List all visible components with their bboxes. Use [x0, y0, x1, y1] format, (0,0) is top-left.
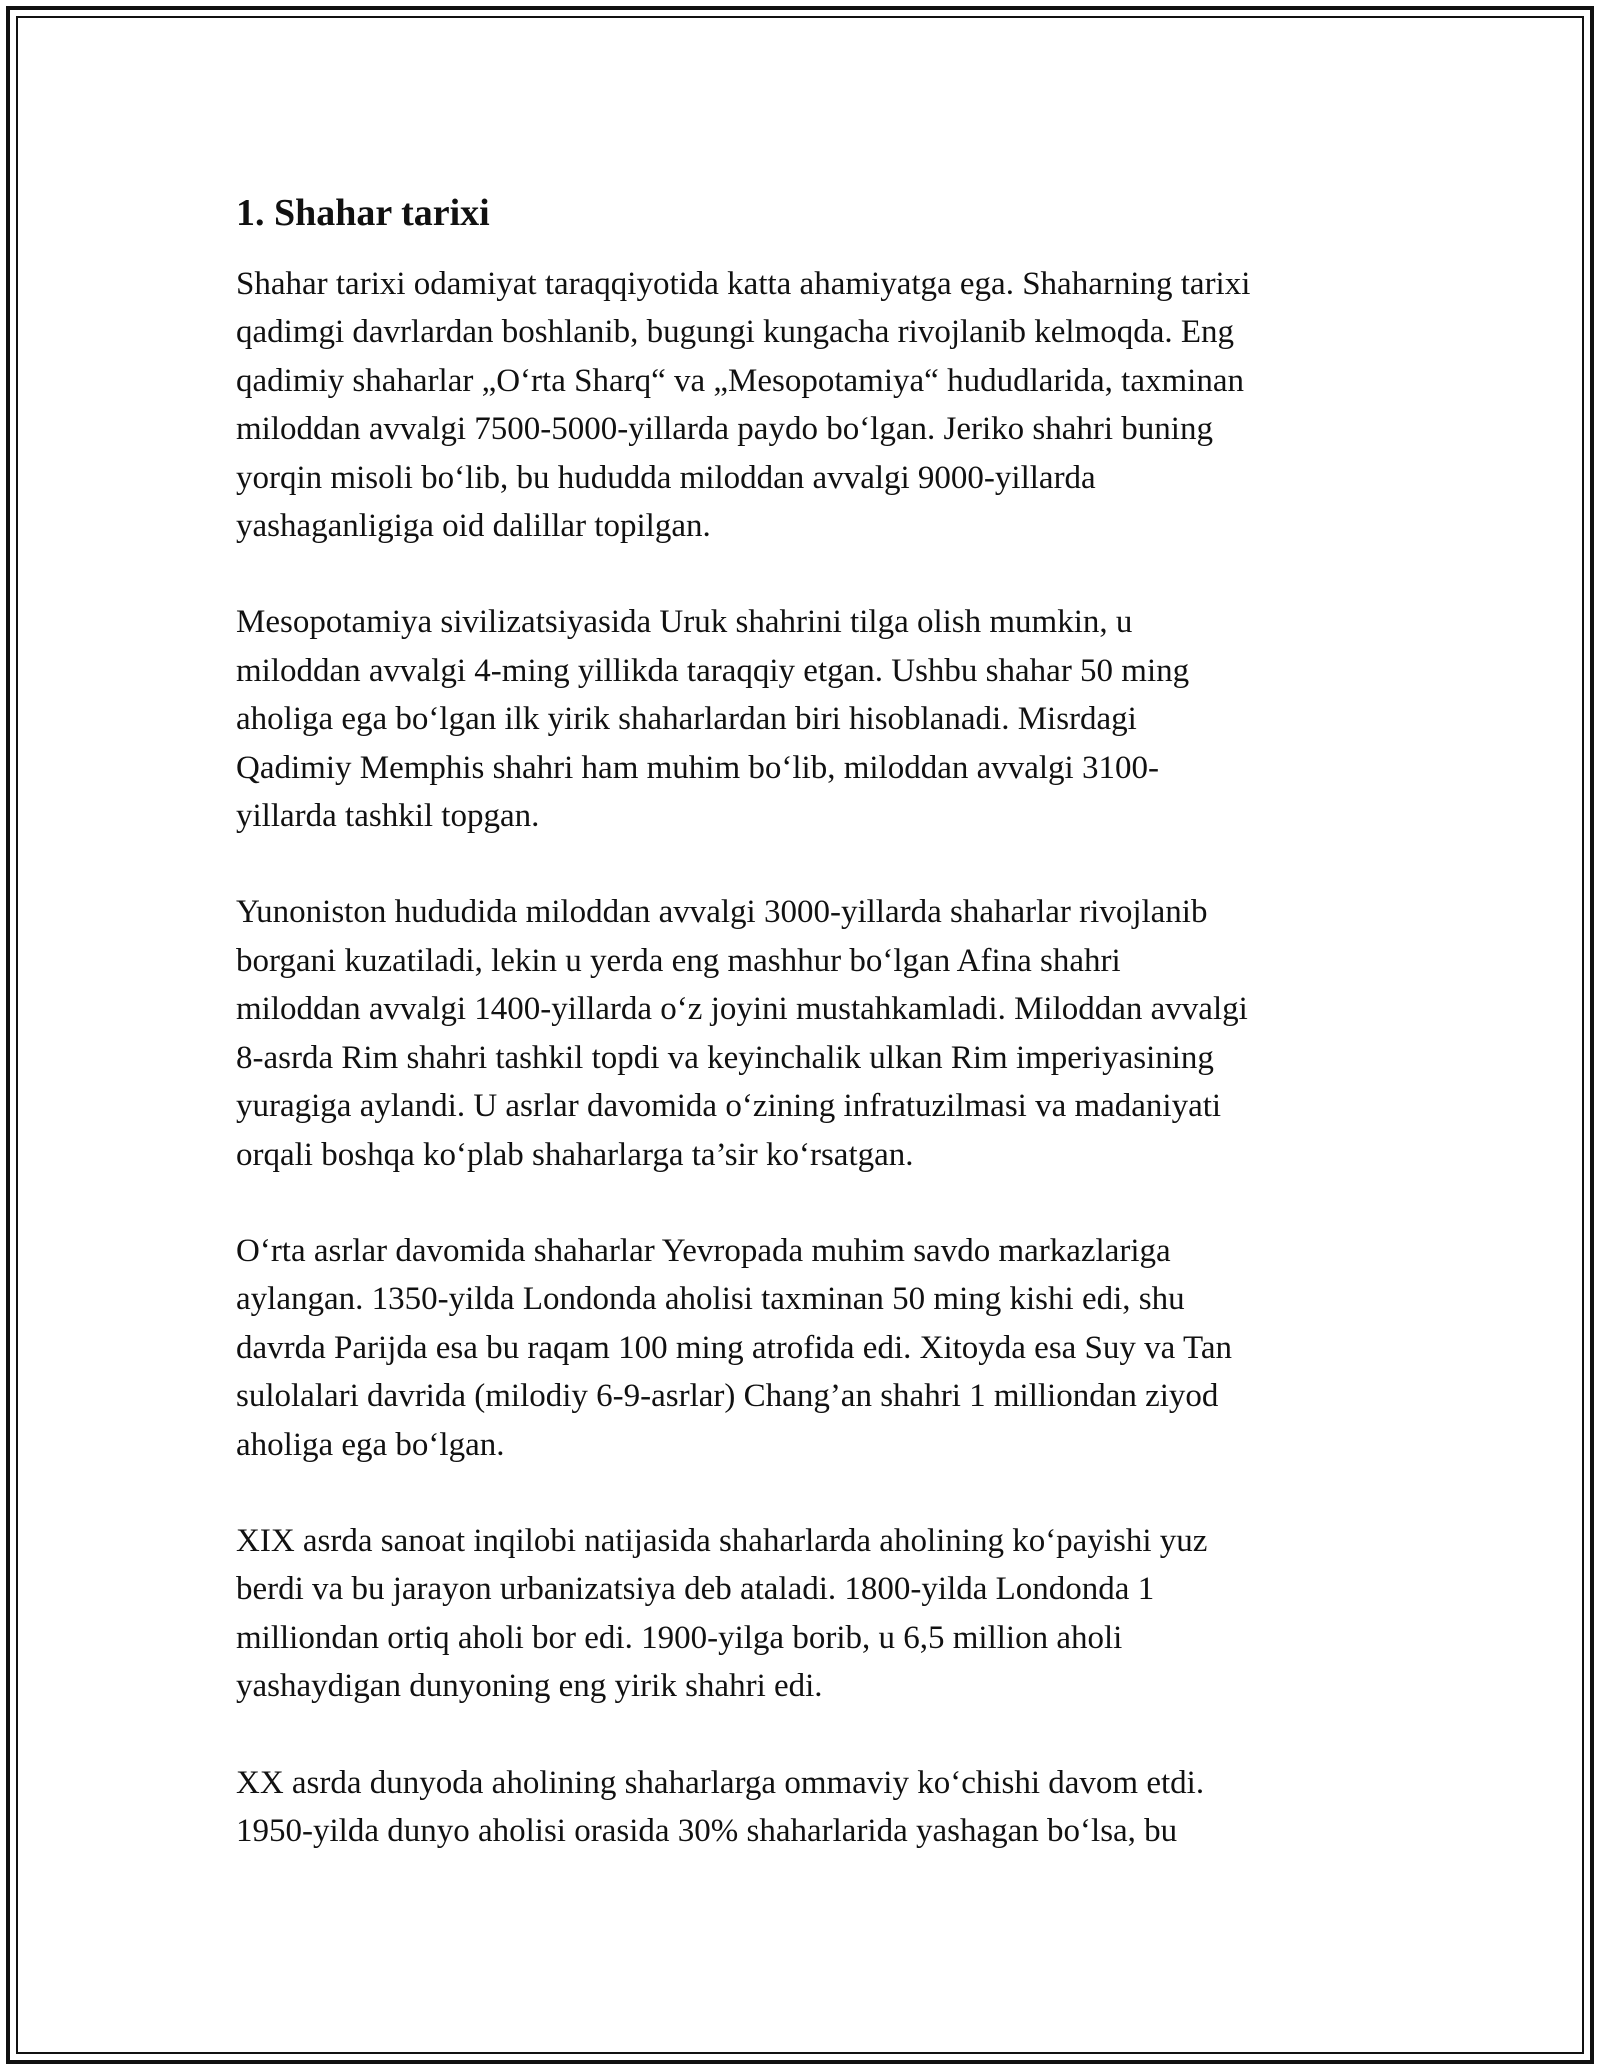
- paragraph-line: davrda Parijda esa bu raqam 100 ming atrofida edi. Xitoyda esa Suy va Tan: [236, 1329, 1232, 1366]
- paragraph-line: Qadimiy Memphis shahri ham muhim boʻlib, miloddan avvalgi 3100-: [236, 749, 1159, 786]
- paragraph-line: aylangan. 1350-yilda Londonda aholisi taxminan 50 ming kishi edi, shu: [236, 1281, 1185, 1318]
- paragraph-line: yashaganligiga oid dalillar topilgan.: [236, 508, 711, 545]
- paragraph-line: yuragiga aylandi. U asrlar davomida oʻzining infratuzilmasi va madaniyati: [236, 1088, 1222, 1125]
- paragraph-line: Mesopotamiya sivilizatsiyasida Uruk shahrini tilga olish mumkin, u: [236, 604, 1133, 641]
- paragraph-line: aholiga ega boʻlgan ilk yirik shaharlardan biri hisoblanadi. Misrdagi: [236, 701, 1137, 738]
- paragraph: [236, 1517, 1376, 1711]
- paragraph-line: XX asrda dunyoda aholining shaharlarga ommaviy koʻchishi davom etdi.: [236, 1764, 1205, 1801]
- paragraph-line: miloddan avvalgi 4-ming yillikda taraqqiy etgan. Ushbu shahar 50 ming: [236, 652, 1190, 689]
- paragraph: [236, 888, 1376, 1178]
- paragraph-line: qadimgi davrlardan boshlanib, bugungi kungacha rivojlanib kelmoqda. Eng: [236, 314, 1235, 351]
- paragraph-line: miloddan avvalgi 7500-5000-yillarda paydo boʻlgan. Jeriko shahri buning: [236, 411, 1213, 448]
- paragraph-line: borgani kuzatiladi, lekin u yerda eng mashhur boʻlgan Afina shahri: [236, 942, 1121, 979]
- paragraph-line: berdi va bu jarayon urbanizatsiya deb ataladi. 1800-yilda Londonda 1: [236, 1571, 1155, 1608]
- paragraph: [236, 260, 1376, 550]
- paragraph-line: XIX asrda sanoat inqilobi natijasida shaharlarda aholining koʻpayishi yuz: [236, 1522, 1208, 1559]
- paragraph-line: yashaydigan dunyoning eng yirik shahri edi.: [236, 1668, 823, 1705]
- paragraph-line: Shahar tarixi odamiyat taraqqiyotida katta ahamiyatga ega. Shaharning tarixi: [236, 266, 1251, 302]
- paragraph-line: Yunoniston hududida miloddan avvalgi 3000-yillarda shaharlar rivojlanib: [236, 894, 1208, 931]
- paragraph-line: orqali boshqa koʻplab shaharlarga ta’sir koʻrsatgan.: [236, 1136, 914, 1173]
- paragraph: [236, 598, 1376, 840]
- paragraph-line: milliondan ortiq aholi bor edi. 1900-yilga borib, u 6,5 million aholi: [236, 1619, 1123, 1656]
- paragraph-line: Oʻrta asrlar davomida shaharlar Yevropada muhim savdo markazlariga: [236, 1232, 1171, 1269]
- paragraph: [236, 1759, 1376, 1856]
- paragraph-line: 8-asrda Rim shahri tashkil topdi va keyinchalik ulkan Rim imperiyasining: [236, 1039, 1214, 1076]
- paragraph-line: qadimiy shaharlar „Oʻrta Sharq“ va „Mesopotamiya“ hududlarida, taxminan: [236, 362, 1244, 399]
- paragraph-line: yillarda tashkil topgan.: [236, 798, 540, 835]
- paragraph-line: aholiga ega boʻlgan.: [236, 1426, 505, 1463]
- section-heading: 1. Shahar tarixi: [236, 192, 490, 234]
- paragraph: [236, 1227, 1376, 1469]
- paragraph-line: sulolalari davrida (milodiy 6-9-asrlar) Chang’an shahri 1 milliondan ziyod: [236, 1378, 1219, 1415]
- document-body: [236, 188, 1376, 1903]
- paragraph-line: 1950-yilda dunyo aholisi orasida 30% shaharlarida yashagan boʻlsa, bu: [236, 1812, 1178, 1849]
- paragraph-line: miloddan avvalgi 1400-yillarda oʻz joyini mustahkamladi. Miloddan avvalgi: [236, 991, 1248, 1028]
- paragraph-list: [236, 260, 1376, 1855]
- paragraph-line: yorqin misoli boʻlib, bu hududda miloddan avvalgi 9000-yillarda: [236, 459, 1096, 496]
